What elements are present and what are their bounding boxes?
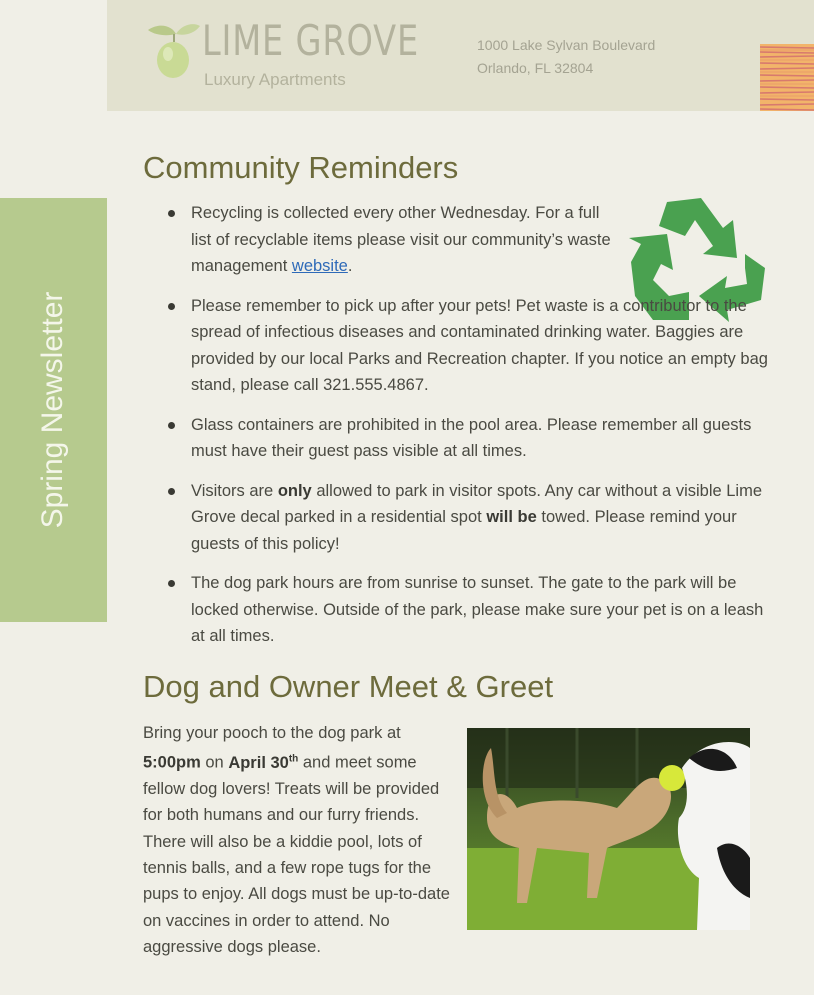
parking-text-1: Visitors are: [191, 481, 278, 500]
reminder-pet-waste: [143, 293, 773, 399]
meet-date-sup: th: [288, 753, 299, 765]
meet-text-3: and meet some fellow dog lovers! Treats will be provided for both humans and our furry friends. There will also be a kiddie pool, lots of tennis balls, and a few rope tugs for the pups to enjoy. All dogs must be up-to-date on vaccines in order to attend. No aggressive dogs please.: [143, 753, 450, 956]
parking-text-3: towed. Please remind your guests of this policy!: [191, 508, 737, 553]
meet-date-text: April 30: [228, 753, 289, 772]
reminder-recycling: [143, 200, 611, 280]
address-line-1: 1000 Lake Sylvan Boulevard: [477, 37, 656, 53]
logo-subtitle: Luxury Apartments: [204, 70, 346, 89]
parking-text-2: allowed to park in visitor spots. Any car without a visible Lime Grove decal parked in a residential spot: [191, 481, 763, 526]
reminder-glass: Glass containers are prohibited in the pool area. Please remember all guests must have their guest pass visible at all times.: [143, 412, 773, 465]
dogs-photo: [467, 728, 750, 930]
lime-logo-icon: [146, 20, 202, 80]
parking-bold-will-be: will be: [486, 508, 537, 526]
reminder-recycling-text: Recycling is collected every other Wednesday. For a full list of recyclable items please visit our community’s waste management: [191, 204, 611, 275]
side-banner-label: Spring Newsletter: [36, 291, 69, 529]
meet-date: [228, 754, 298, 772]
website-link[interactable]: website: [291, 257, 348, 275]
meet-text-2: on: [200, 753, 229, 772]
address-block: [477, 34, 655, 80]
logo-title: LIME GROVE: [202, 16, 419, 65]
meet-text-1: Bring your pooch to the dog park at: [143, 724, 401, 742]
decorative-stripes: [760, 44, 814, 111]
reminder-dog-park: The dog park hours are from sunrise to sunset. The gate to the park will be locked otherwise. Outside of the park, please make sure your pet is on a leash at all times.: [143, 570, 773, 650]
meet-greet-heading: Dog and Owner Meet & Greet: [143, 669, 554, 704]
meet-time: 5:00pm: [143, 753, 201, 772]
community-reminders-heading: Community Reminders: [143, 150, 459, 185]
reminder-recycling-end: .: [347, 257, 353, 275]
reminder-pet-waste-text: Please remember to pick up after your pets! Pet waste is a contributor to the spread of infectious diseases and contaminated drinking water. Baggies are provided by our local Parks and Recreation chapter. If you notice an empty bag stand, please call 321.555.4867.: [191, 296, 768, 394]
reminder-parking: [143, 478, 773, 558]
address-line-2: Orlando, FL 32804: [477, 60, 594, 76]
parking-bold-only: only: [277, 481, 312, 500]
meet-greet-paragraph: [143, 720, 461, 960]
reminders-list: [143, 200, 773, 663]
